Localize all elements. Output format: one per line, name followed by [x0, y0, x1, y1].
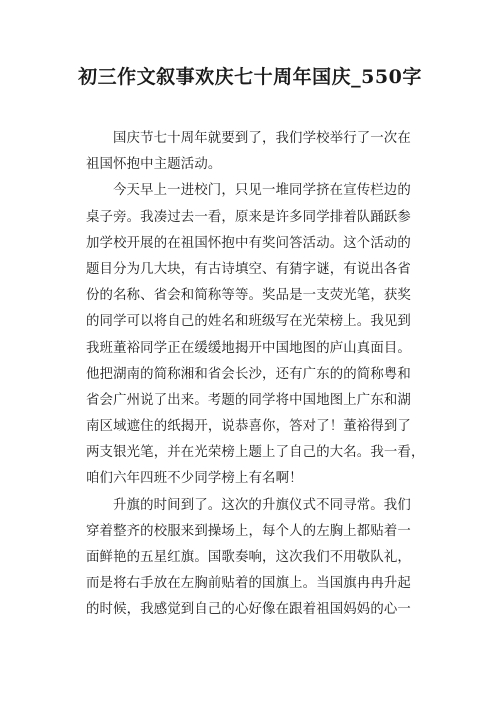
paragraph-line: 两支银光笔，并在光荣榜上题上了自己的大名。我一看，	[86, 445, 425, 461]
paragraph-line: 份的名称、省会和简称等等。奖品是一支荧光笔，获奖	[86, 288, 411, 304]
paragraph-line: 南区域遮住的纸揭开，说恭喜你，答对了！董裕得到了	[86, 419, 411, 435]
paragraph-line: 桌子旁。我凑过去一看，原来是许多同学排着队踊跃参	[86, 209, 411, 225]
paragraph-line: 他把湖南的简称湘和省会长沙，还有广东的的简称粤和	[86, 366, 411, 382]
paragraph-line: 穿着整齐的校服来到操场上，每个人的左胸上都贴着一	[86, 523, 411, 539]
paragraph-line: 省会广州说了出来。考题的同学将中国地图上广东和湖	[86, 392, 411, 408]
paragraph-line: 题目分为几大块，有古诗填空、有猜字谜，有说出各省	[86, 261, 411, 277]
document-title: 初三作文叙事欢庆七十周年国庆_550字	[78, 66, 422, 88]
document-body	[86, 126, 425, 624]
paragraph-line: 今天早上一进校门，只见一堆同学挤在宣传栏边的	[113, 183, 411, 199]
paragraph-line: 的同学可以将自己的姓名和班级写在光荣榜上。我见到	[86, 314, 411, 330]
paragraph-line: 面鲜艳的五星红旗。国歌奏响，这次我们不用敬队礼，	[86, 550, 411, 565]
paragraph-line: 国庆节七十周年就要到了，我们学校举行了一次在	[113, 131, 411, 146]
paragraph-line: 而是将右手放在左胸前贴着的国旗上。当国旗冉冉升起	[86, 576, 411, 592]
paragraph-line: 加学校开展的在祖国怀抱中有奖问答活动。这个活动的	[86, 235, 411, 251]
paragraph-line: 咱们六年四班不少同学榜上有名啊！	[86, 471, 303, 487]
paragraph-line: 祖国怀抱中主题活动。	[86, 157, 222, 173]
paragraph-line: 升旗的时间到了。这次的升旗仪式不同寻常。我们	[113, 497, 411, 513]
paragraph-line: 我班董裕同学正在缓缓地揭开中国地图的庐山真面目。	[86, 340, 411, 356]
paragraph-line: 的时候，我感觉到自己的心好像在跟着祖国妈妈的心一	[86, 602, 411, 618]
